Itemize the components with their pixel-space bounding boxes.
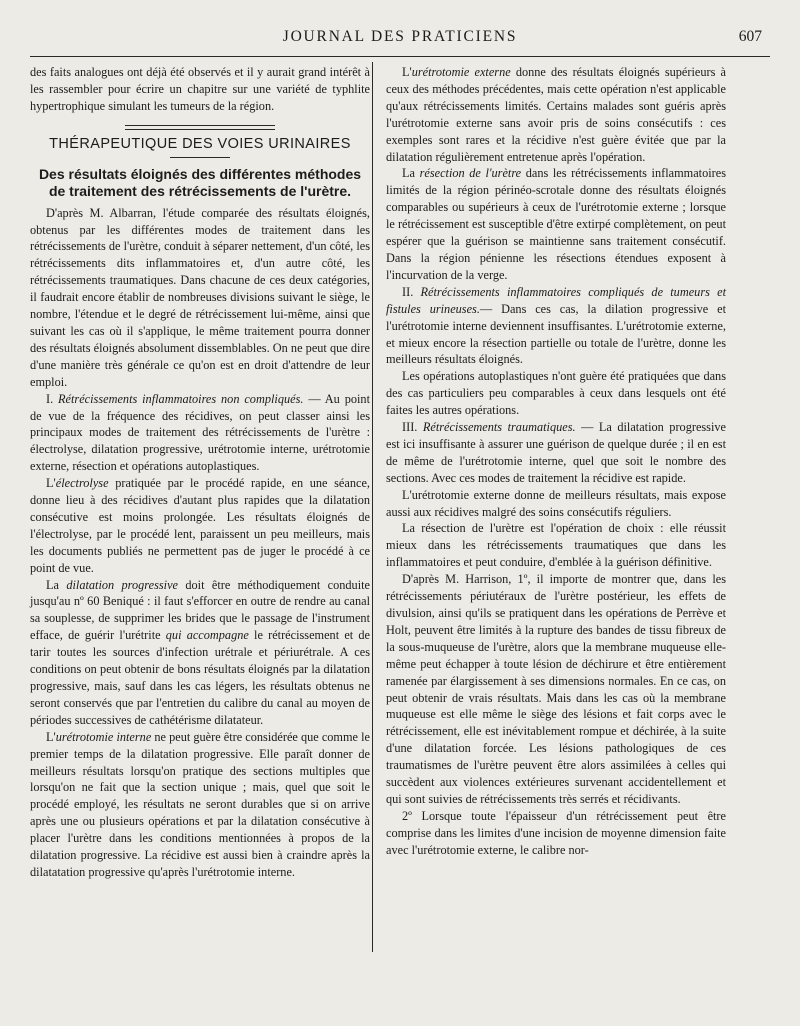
paragraph: La résection de l'urètre dans les rétrécissements inflammatoires limités de la région périnéo-scrotale donne des résultats éloignés comparables ou supérieurs à ceux de l'urétrotomie externe ; lorsque le rétrécissement est susceptible d'être extirpé complètement, on peut espérer que la guérison se maintienne sans traitement consécutif. Dans la région pénienne les résections étendues exposent à l'incurvation de la verge. — [386, 166, 726, 282]
paragraph: La dilatation progressive doit être méthodiquement conduite jusqu'au nº 60 Beniqué : il faut s'efforcer en outre de rendre au canal sa souplesse, de supprimer les brides que le passage de l'instrument efface, de guérir l'urétrite qui accompagne le rétrécissement et de tarir toutes les sources d'infection urétrale et périurétrale. A ces conditions on peut obtenir de bons résultats éloignés par la dilatation progressive, mais, sauf dans les cas légers, les résultats obtenus ne seront conservés que par l'entretien du calibre du canal au moyen de périodes successives de cathétérisme dilatateur. — [30, 577, 371, 727]
left-column — [30, 64, 370, 881]
paragraph: L'électrolyse pratiquée par le procédé rapide, en une séance, donne lieu à des récidives d'autant plus rapides que la dilatation consécutive est moins prolongée. Les résultats éloignés de l'électrolyse, par le procédé lent, paraissent un peu meilleurs, mais les documents publiés ne permettent pas de juger le procédé à ce point de vue. — [30, 476, 370, 575]
journal-title: JOURNAL DES PRATICIENS — [282, 28, 518, 45]
paragraph: L'urétrotomie externe donne de meilleurs résultats, mais expose aussi aux récidives malgré des soins consécutifs réguliers. — [386, 487, 726, 519]
paragraph: La résection de l'urètre est l'opération de choix : elle réussit mieux dans les rétrécissements traumatiques que dans les inflammatoires et peut conduire, d'emblée à la guérison définitive. — [386, 521, 726, 570]
paragraph: D'après M. Albarran, l'étude comparée des résultats éloignés, obtenus par les différentes modes de traitement dans les rétrécissements de l'urètre, conduit à séparer nettement, d'un côté, les rétrécissements dits inflammatoires et, d'un autre côté, les rétrécissements traumatiques. Dans chacune de ces deux catégories, il faudrait encore établir de nombreuses divisions suivant le siège, le nombre, l'étendue et le degré de rétrécissement lui-même, ainsi que suivant les cas où il s'applique, le même traitement pourra donner des résultats éloignés absolument dissemblables. On ne peut que dire d'une manière très générale ce qu'on est en droit d'attendre de leur emploi. — [30, 205, 370, 389]
header-rule — [30, 56, 770, 57]
section-underline — [170, 157, 230, 158]
paragraph: II. Rétrécissements inflammatoires compliqués de tumeurs et fistules urineuses.— Dans ces cas, la dilation progressive et l'urétrotomie interne deviennent insuffisantes. L'urétrotomie externe, et mieux encore la résection partielle ou totale de l'urètre, donne les meilleurs résultats éloignés. — [386, 284, 726, 367]
column-divider — [372, 62, 373, 952]
paragraph: Les opérations autoplastiques n'ont guère été pratiquées que dans des cas particuliers peu comparables à ceux dans lesquels ont été faites les autres opérations. — [386, 369, 726, 418]
paragraph: D'après M. Harrison, 1º, il importe de montrer que, dans les rétrécissements périutéraux de l'urètre postérieur, les effets de divulsion, ainsi qu'ils se pratiquent dans les opérations de Perrève et Holt, peuvent être limités à la rupture des bandes de tissu fibreux de la sous-muqueuse de l'urètre, alors que la membrane muqueuse elle-même peut échapper à toute lésion de déchirure et être entièrement ramenée par élargissement à ses dimensions normales. En ce cas, on peut obtenir de vrais résultats. Mais dans les cas où la membrane muqueuse est elle même le siège des lésions et fait corps avec le rétrécissement, elle est inévitablement rompue et déchirée, à la suite d'une dilatation forcée. Les lésions pathologiques de ces traumatismes de l'urètre peuvent être alors assimilées à celles qui succèdent aux violences extérieures survenant accidentellement et qui sont suivies de rétrécissements très serrés et récidivants. — [386, 572, 726, 806]
article-title: Des résultats éloignés des différentes méthodes de traitement des rétrécissements de l'urètre. — [38, 165, 362, 199]
right-column — [386, 64, 726, 859]
paragraph: 2º Lorsque toute l'épaisseur d'un rétrécissement peut être comprise dans les limites d'une incision de moyenne dimension faite avec l'urétrotomie externe, le calibre nor- — [386, 808, 726, 857]
section-title: THÉRAPEUTIQUE DES VOIES URINAIRES — [49, 135, 351, 152]
paragraph: L'urétrotomie externe donne des résultats éloignés supérieurs à ceux des méthodes précédentes, mais cette opération n'est applicable qu'aux rétrécissements limités. Certains malades sont guéris après l'urétrotomie externe sans avoir pris de soins consécutifs : ces exemples sont rares et la récidive n'est guère évitée que par la dilatation régulièrement entretenue après l'opération. — [386, 65, 726, 164]
section-divider — [125, 125, 275, 130]
intro-paragraph: des faits analogues ont déjà été observés et il y aurait grand intérêt à les rassembler pour écrire un chapitre sur une variété de typhlite hypertrophique simulant les tumeurs de la région. — [30, 65, 370, 113]
paragraph: I. Rétrécissements inflammatoires non compliqués. — Au point de vue de la fréquence des récidives, on peut classer ainsi les principaux modes de traitement des rétrécissements de l'urètre : électrolyse, dilatation progressive, urétrotomie interne, urétrotomie externe, résection et opérations autoplastiques. — [30, 391, 370, 474]
paragraph: L'urétrotomie interne ne peut guère être considérée que comme le premier temps de la dilatation progressive. Elle paraît donner de meilleurs résultats lorsqu'on pratique des sections multiples que lorsqu'on ne fait que la section unique ; mais, quel que soit le procédé employé, les résultats ne seront durables que si on arrive après une ou plusieurs opérations et par la dilatation consécutive à placer l'urètre dans les conditions mentionnées à propos de la dilatation progressive. La récidive est aussi bien à craindre après la dilatatation progressive qu'après l'urétrotomie interne. — [30, 729, 370, 879]
paragraph: III. Rétrécissements traumatiques. — La dilatation progressive est ici insuffisante à assurer une guérison de quelque durée ; il en est de même de l'urétrotomie interne, quel que soit le nombre des sections. Avec ces modes de traitement la récidive est rapide. — [386, 420, 726, 485]
page-number: 607 — [738, 28, 762, 45]
page-header — [30, 28, 770, 52]
